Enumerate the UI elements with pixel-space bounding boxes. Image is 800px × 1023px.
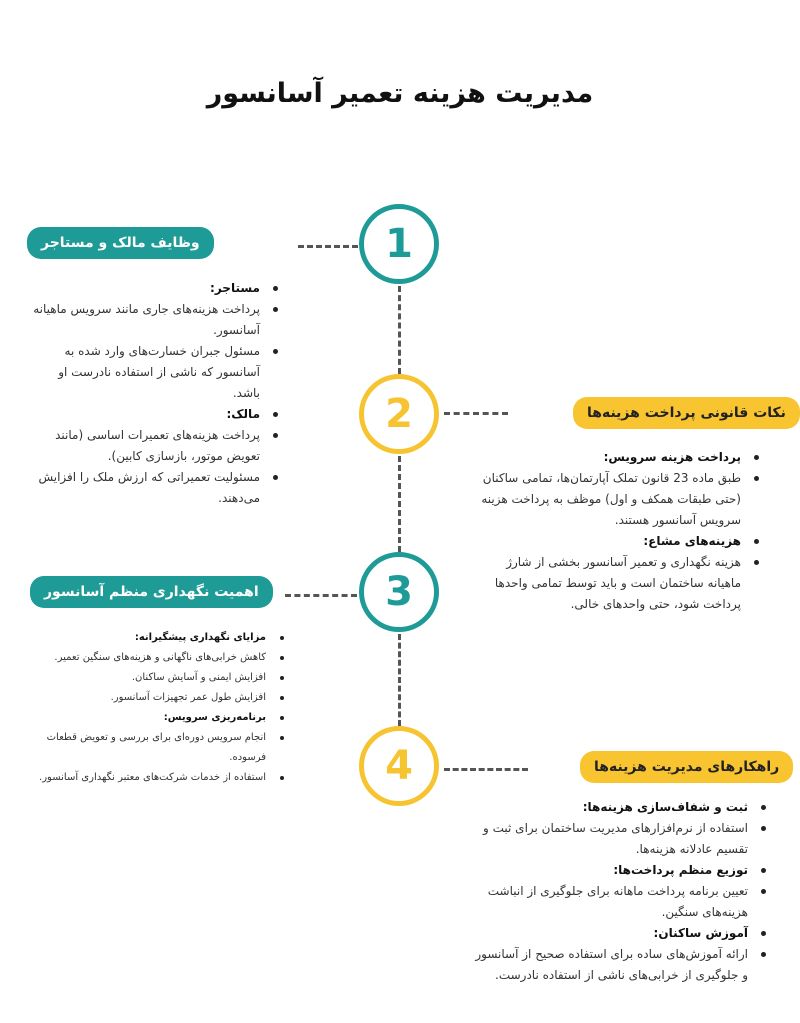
timeline-connector <box>398 456 401 552</box>
step-4-connector <box>444 768 528 771</box>
timeline-connector <box>398 286 401 374</box>
list-item: پرداخت هزینه‌های جاری مانند سرویس ماهیانه آسانسور. <box>30 299 284 341</box>
step-2-badge: 2 <box>359 374 439 454</box>
list-item: پرداخت هزینه‌های تعمیرات اساسی (مانند تعویض موتور، بازسازی کابین). <box>30 425 284 467</box>
list-item: مسئولیت تعمیراتی که ارزش ملک را افزایش می‌دهند. <box>30 467 284 509</box>
step-2-connector <box>444 412 508 415</box>
step-3-badge: 3 <box>359 552 439 632</box>
list-item: تعیین برنامه پرداخت ماهانه برای جلوگیری از انباشت هزینه‌های سنگین. <box>472 881 772 923</box>
list-item: استفاده از نرم‌افزارهای مدیریت ساختمان برای ثبت و تقسیم عادلانه هزینه‌ها. <box>472 818 772 860</box>
list-item: ارائه آموزش‌های ساده برای استفاده صحیح از آسانسور و جلوگیری از خرابی‌های ناشی از استفاده نادرست. <box>472 944 772 986</box>
timeline-connector <box>398 634 401 726</box>
list-item: طبق ماده 23 قانون تملک آپارتمان‌ها، تمامی ساکنان (حتی طبقات همکف و اول) موظف به پرداخت هزینه سرویس آسانسور هستند. <box>475 468 765 531</box>
list-item: مسئول جبران خسارت‌های وارد شده به آسانسور که ناشی از استفاده نادرست او باشد. <box>30 341 284 404</box>
list-item: افزایش ایمنی و آسایش ساکنان. <box>20 668 290 688</box>
step-2-content <box>475 447 765 615</box>
list-heading: ثبت و شفاف‌سازی هزینه‌ها: <box>472 797 772 818</box>
list-heading: مزایای نگهداری پیشگیرانه: <box>20 628 290 648</box>
list-item: هزینه نگهداری و تعمیر آسانسور بخشی از شارژ ماهیانه ساختمان است و باید توسط تمامی واحدها پرداخت شود، حتی واحدهای خالی. <box>475 552 765 615</box>
list-item: کاهش خرابی‌های ناگهانی و هزینه‌های سنگین تعمیر. <box>20 648 290 668</box>
list-heading: آموزش ساکنان: <box>472 923 772 944</box>
step-1-connector <box>298 245 358 248</box>
list-item: افزایش طول عمر تجهیزات آسانسور. <box>20 688 290 708</box>
list-item: استفاده از خدمات شرکت‌های معتبر نگهداری آسانسور. <box>20 768 290 788</box>
step-4-heading: راهکارهای مدیریت هزینه‌ها <box>580 751 793 783</box>
list-heading: توزیع منظم پرداخت‌ها: <box>472 860 772 881</box>
list-heading: مستاجر: <box>30 278 284 299</box>
step-1-content <box>30 278 284 509</box>
step-4-content <box>472 797 772 986</box>
list-heading: پرداخت هزینه سرویس: <box>475 447 765 468</box>
page-title: مدیریت هزینه تعمیر آسانسور <box>206 78 594 109</box>
step-1-badge: 1 <box>359 204 439 284</box>
step-3-heading: اهمیت نگهداری منظم آسانسور <box>30 576 273 608</box>
list-heading: هزینه‌های مشاع: <box>475 531 765 552</box>
step-4-badge: 4 <box>359 726 439 806</box>
list-heading: برنامه‌ریزی سرویس: <box>20 708 290 728</box>
list-item: انجام سرویس دوره‌ای برای بررسی و تعویض قطعات فرسوده. <box>20 728 290 768</box>
step-3-content <box>20 628 290 788</box>
step-1-heading: وظایف مالک و مستاجر <box>27 227 214 259</box>
list-heading: مالک: <box>30 404 284 425</box>
step-2-heading: نکات قانونی پرداخت هزینه‌ها <box>573 397 800 429</box>
step-3-connector <box>285 594 357 597</box>
